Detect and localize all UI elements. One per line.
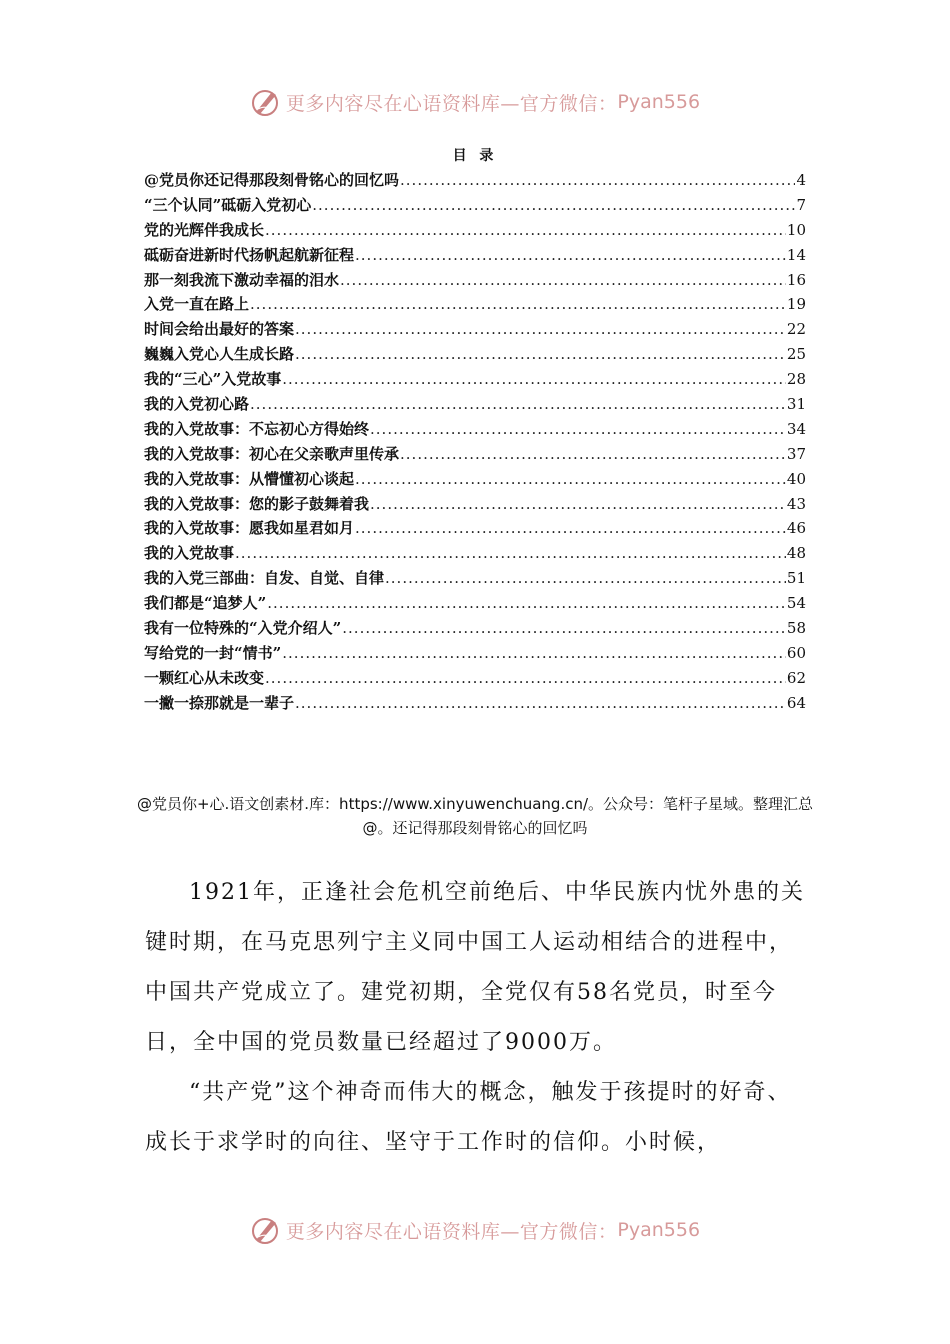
toc-entry-title: 我的入党故事：愿我如星君如月: [144, 519, 355, 538]
toc-entry-page: 19: [786, 295, 806, 314]
toc-leader-dots: [235, 544, 786, 562]
toc-entry-title: 我的入党故事：初心在父亲歌声里传承: [144, 444, 400, 463]
toc-entry-title: 我的入党三部曲：自发、自觉、自律: [144, 569, 385, 588]
toc-entry[interactable]: [144, 443, 806, 468]
toc-entry[interactable]: [144, 468, 806, 493]
toc-entry-title: 我们都是“追梦人”: [144, 594, 267, 613]
toc-entry[interactable]: [144, 169, 806, 194]
toc-entry[interactable]: [144, 269, 806, 294]
watermark-text: 更多内容尽在心语资料库—官方微信：: [285, 1220, 618, 1243]
toc-entry[interactable]: [144, 642, 806, 667]
toc-entry-title: @党员你还记得那段刻骨铭心的回忆吗: [144, 171, 400, 189]
toc-leader-dots: [250, 295, 786, 313]
toc-entry-page: 25: [786, 345, 806, 364]
toc-entry[interactable]: [144, 393, 806, 418]
toc-entry-page: 34: [786, 419, 806, 438]
toc-title: 目 录: [452, 148, 498, 164]
article-title: @党员你+心.语文创素材.库：https://www.xinyuwenchuang.cn/。公众号：笔杆子星域。整理汇总@。还记得那段刻骨铭心的回忆吗: [136, 795, 814, 837]
toc-leader-dots: [250, 395, 786, 413]
toc-leader-dots: [267, 594, 786, 612]
toc-entry[interactable]: [144, 343, 806, 368]
toc-entry-page: 62: [786, 668, 806, 687]
toc-leader-dots: [400, 171, 795, 189]
toc-leader-dots: [295, 320, 786, 338]
toc-entry-page: 54: [786, 594, 806, 613]
toc-entry[interactable]: [144, 567, 806, 592]
body-paragraph: “共产党”这个神奇而伟大的概念，触发于孩提时的好奇、成长于求学时的向往、坚守于工作时的信仰。小时候，: [145, 1080, 792, 1155]
toc-entry[interactable]: [144, 244, 806, 269]
body-paragraph: 1921年，正逢社会危机空前绝后、中华民族内忧外患的关键时期，在马克思列宁主义同中国工人运动相结合的进程中，中国共产党成立了。建党初期，全党仅有58名党员，时至今日，全中国的党员数量已经超过了9000万。: [145, 880, 805, 1055]
toc-entry-page: 48: [786, 544, 806, 563]
toc-entry[interactable]: [144, 418, 806, 443]
toc-entry-title: 砥砺奋进新时代扬帆起航新征程: [144, 245, 355, 264]
toc-entry[interactable]: [144, 692, 806, 717]
toc-leader-dots: [342, 619, 786, 637]
watermark-text: 更多内容尽在心语资料库—官方微信：: [285, 92, 618, 115]
toc-entry-title: 我的入党故事：您的影子鼓舞着我: [144, 494, 370, 513]
toc-leader-dots: [282, 644, 786, 662]
article-body: [145, 868, 810, 1168]
pen-logo-icon: [250, 1214, 282, 1246]
toc-entry-page: 28: [786, 370, 806, 389]
toc-entry[interactable]: [144, 667, 806, 692]
toc-entry-title: 我的入党故事：不忘初心方得始终: [144, 419, 370, 438]
toc-entry[interactable]: [144, 493, 806, 518]
toc-entry[interactable]: [144, 293, 806, 318]
toc-entry[interactable]: [144, 318, 806, 343]
toc-leader-dots: [295, 345, 786, 363]
toc-leader-dots: [355, 519, 786, 537]
toc-leader-dots: [340, 271, 786, 289]
toc-leader-dots: [355, 246, 786, 264]
toc-entry-title: 我的“三心”入党故事: [144, 370, 282, 389]
toc-entry-page: 40: [786, 469, 806, 488]
toc-entry-page: 4: [796, 171, 806, 189]
toc-entry-page: 58: [786, 619, 806, 638]
toc-leader-dots: [370, 495, 786, 513]
toc-entry-page: 51: [786, 569, 806, 588]
toc-leader-dots: [355, 470, 786, 488]
toc-entry-page: 60: [786, 643, 806, 662]
watermark-wechat-id: Pyan556: [617, 1219, 701, 1241]
toc-entry[interactable]: [144, 542, 806, 567]
toc-entry-title: 我的入党故事：从懵懂初心谈起: [144, 469, 355, 488]
toc-entry-page: 22: [786, 320, 806, 339]
toc-entry-title: 巍巍入党心人生成长路: [144, 345, 295, 364]
toc-entry-title: 那一刻我流下激动幸福的泪水: [144, 270, 340, 289]
toc-entry[interactable]: [144, 368, 806, 393]
watermark-banner-top: [0, 82, 950, 122]
toc-leader-dots: [265, 221, 786, 239]
toc-entry-title: 我的入党初心路: [144, 395, 250, 414]
toc-entry-page: 43: [786, 494, 806, 513]
toc-leader-dots: [385, 569, 786, 587]
toc-entry-page: 31: [786, 395, 806, 414]
toc-leader-dots: [312, 196, 795, 214]
watermark-wechat-id: Pyan556: [617, 91, 701, 113]
toc-entry-title: 入党一直在路上: [144, 295, 250, 314]
toc-entry-page: 37: [786, 444, 806, 463]
toc-leader-dots: [282, 370, 786, 388]
toc-entry-page: 10: [786, 220, 806, 239]
toc-entry-title: 时间会给出最好的答案: [144, 320, 295, 339]
toc-entry-page: 46: [786, 519, 806, 538]
toc-list: [144, 169, 806, 717]
toc-entry-title: 我有一位特殊的“入党介绍人”: [144, 619, 342, 638]
toc-entry-page: 14: [786, 245, 806, 264]
toc-entry-page: 16: [786, 270, 806, 289]
toc-leader-dots: [265, 669, 786, 687]
toc-entry-page: 64: [786, 693, 806, 712]
toc-entry[interactable]: [144, 219, 806, 244]
toc-entry-title: 我的入党故事: [144, 544, 235, 563]
toc-leader-dots: [400, 445, 786, 463]
toc-entry[interactable]: [144, 517, 806, 542]
toc-entry[interactable]: [144, 194, 806, 219]
toc-entry-title: 一颗红心从未改变: [144, 668, 265, 687]
watermark-banner-bottom: [0, 1210, 950, 1250]
toc-entry[interactable]: [144, 617, 806, 642]
toc-entry-title: 写给党的一封“情书”: [144, 643, 282, 662]
toc-leader-dots: [295, 694, 786, 712]
toc-leader-dots: [370, 420, 786, 438]
toc-entry[interactable]: [144, 592, 806, 617]
toc-entry-title: 党的光辉伴我成长: [144, 220, 265, 239]
toc-entry-title: 一撇一捺那就是一辈子: [144, 693, 295, 712]
toc-entry-title: “三个认同”砥砺入党初心: [144, 195, 312, 214]
pen-logo-icon: [250, 86, 282, 118]
toc-entry-page: 7: [796, 195, 806, 214]
